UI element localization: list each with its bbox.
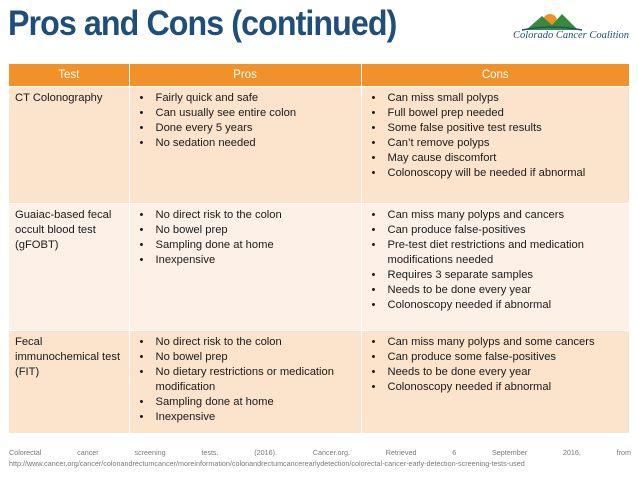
cons-cell [361, 86, 629, 203]
colorado-cancer-coalition-logo [512, 8, 630, 48]
list-item: • Requires 3 separate samples [371, 268, 534, 281]
list-item: • Colonoscopy needed if abnormal [371, 380, 552, 393]
pros-cell [129, 330, 361, 433]
list-item: • Sampling done at home [139, 238, 274, 251]
list-item: • Inexpensive [139, 253, 216, 266]
list-item: • Fairly quick and safe [139, 91, 259, 104]
list-item: • No direct risk to the colon [139, 208, 282, 221]
list-item: • No bowel prep [139, 350, 228, 363]
test-name-cell: Fecal immunochemical test (FIT) [9, 330, 129, 433]
pros-cell [129, 86, 361, 203]
test-name-cell: Guaiac-based fecal occult blood test (gFOBT) [9, 203, 129, 330]
list-item: • Can usually see entire colon [139, 106, 297, 119]
header-cons: Cons [361, 64, 629, 86]
list-item: • No bowel prep [139, 223, 228, 236]
page-title: Pros and Cons (continued) [8, 4, 397, 43]
logo-text: Colorado Cancer Coalition [512, 30, 630, 41]
table-header-row [9, 64, 629, 86]
list-item: • Colonoscopy needed if abnormal [371, 298, 552, 311]
list-item: • Full bowel prep needed [371, 106, 504, 119]
test-name-cell: CT Colonography [9, 86, 129, 203]
list-item: • No sedation needed [139, 136, 256, 149]
mountain-sun-icon [512, 8, 630, 32]
header-pros: Pros [129, 64, 361, 86]
list-item: • No direct risk to the colon [139, 335, 282, 348]
list-item: • Can miss many polyps and cancers [371, 208, 565, 221]
table-row-ct-colonography [9, 86, 629, 203]
list-item: • Needs to be done every year [371, 365, 532, 378]
pros-cons-table [9, 64, 629, 433]
cons-cell [361, 203, 629, 330]
list-item: • Some false positive test results [371, 121, 542, 134]
list-item: • Needs to be done every year [371, 283, 532, 296]
list-item: • Pre-test diet restrictions and medication modifications needed [371, 238, 584, 266]
list-item: • Colonoscopy will be needed if abnormal [371, 166, 586, 179]
table-row-gfobt [9, 203, 629, 330]
list-item: • Inexpensive [139, 410, 216, 423]
list-item: • Can miss many polyps and some cancers [371, 335, 595, 348]
list-item: • Can produce false-positives [371, 223, 526, 236]
list-item: • Can miss small polyps [371, 91, 499, 104]
list-item: • May cause discomfort [371, 151, 497, 164]
list-item: • Done every 5 years [139, 121, 253, 134]
list-item: • Can’t remove polyps [371, 136, 490, 149]
header-test: Test [9, 64, 129, 86]
list-item: • Sampling done at home [139, 395, 274, 408]
list-item: • No dietary restrictions or medication modification [139, 365, 334, 393]
cons-cell [361, 330, 629, 433]
citation: Colorectal cancer screening tests. (2016). Cancer.org. Retrieved 6 September 2016, from http://www.cancer.org/cancer/colonandrectumcancer/moreinformation/colonandrectumcancerearlydetection/colorectal-cancer-early-detection-screening-tests-used [9, 448, 631, 468]
pros-cell [129, 203, 361, 330]
list-item: • Can produce some false-positives [371, 350, 557, 363]
table-row-fit [9, 330, 629, 433]
